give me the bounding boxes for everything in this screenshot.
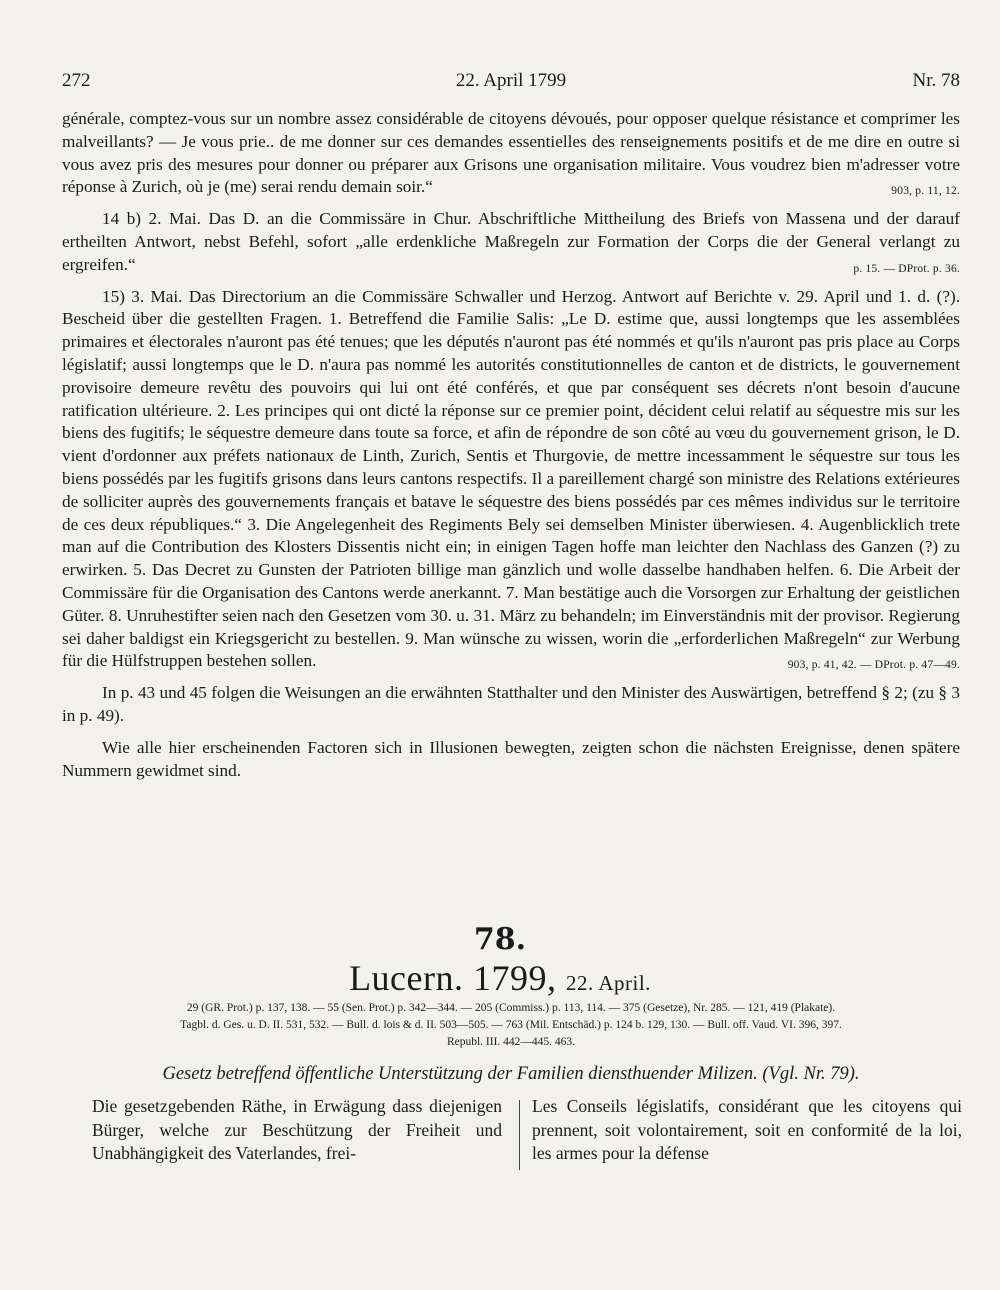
source-reference: p. 15. — DProt. p. 36. — [853, 262, 960, 275]
paragraph-text: 14 b) 2. Mai. Das D. an die Commissäre in Chur. Abschriftliche Mittheilung des Briefs von Massena und der darauf ertheilten Antwort, nebst Befehl, sofort „alle erdenkliche Maßregeln zur Formation der Corps die der General verlangt zu ergreifen.“ — [62, 209, 960, 274]
body-text — [62, 108, 960, 791]
section-subtitle: Gesetz betreffend öffentliche Unterstützung der Familien diensthuender Milizen. (Vgl. Nr. 79). — [162, 1064, 860, 1084]
section-place-year: Lucern. 1799, — [349, 958, 557, 998]
german-column: Die gesetzgebenden Räthe, in Erwägung dass diejenigen Bürger, welche zur Beschützung der Freiheit und Unabhängigkeit des Vaterlandes, frei- — [92, 1096, 502, 1163]
section-title — [0, 958, 1000, 1003]
references-line: Tagbl. d. Ges. u. D. II. 531, 532. — Bull. d. lois & d. II. 503—505. — 763 (Mil. Entschäd.) p. 124 b. 129, 130. — Bull. off. Vaud. VI. 396, 397. — [180, 1019, 842, 1031]
source-reference: 903, p. 41, 42. — DProt. p. 47—49. — [787, 659, 960, 672]
paragraph-2 — [62, 208, 960, 276]
references-line: Republ. III. 442—445. 463. — [446, 1036, 576, 1048]
header-date: 22. April 1799 — [455, 70, 567, 91]
paragraph-text: 15) 3. Mai. Das Directorium an die Commissäre Schwaller und Herzog. Antwort auf Berichte v. 29. April und 1. d. (?). Bescheid über die gestellten Fragen. 1. Betreffend die Familie Salis: „Le D. estime que, aussi longtemps que les assemblées primaires et électorales n'auront pas été tenues; que les députés n'auront pas été nommés et qu'ils n'auront pas pris place au Corps législatif; aussi longtemps que le D. n'aura pas nommé les autorités constitutionnelles de canton et de districts, le gouvernement provisoire demeure revêtu des pouvoirs qui lui ont été conférés, et que par conséquent ses décrets n'ont besoin d'aucune ratification ultérieure. 2. Les principes qui ont dicté la réponse sur ce premier point, décident celui relatif au séquestre mis sur les biens des fugitifs; le séquestre demeure dans toute sa force, et afin de répondre de son côté au vœu du gouvernement grison, le D. vient d'ordonner aux préfets nationaux de Linth, Zurich, Sentis et Thurgovie, de mettre incessamment le séquestre sur tous les biens possédés par les fugitifs grisons dans leurs cantons respectifs. Il a pareillement chargé son ministre des Relations extérieures de solliciter auprès des gouvernements français et batave le séquestre des biens possédés par ces mêmes individus sur le territoire de ces deux républiques.“ 3. Die Angelegenheit des Regiments Bely sei demselben Minister überwiesen. 4. Augenblicklich trete man auf die Contribution des Klosters Dissentis nicht ein; in einigen Tagen hoffe man leichter den Nachlass des Ganzen (?) zu erwirken. 5. Das Decret zu Gunsten der Patrioten billige man gänzlich und wolle dasselbe handhaben helfen. 6. Die Arbeit der Commissäre für die Organisation des Cantons werde anerkannt. 7. Man bestätige auch die Vorsorgen zur Erhaltung der geistlichen Güter. 8. Unruhestifter seien nach den Gesetzen vom 30. u. 31. März zu behandeln; im Einverständnis mit der provisor. Regierung sei daher baldigst ein Kriegsgericht zu bestellen. 9. Man wünsche zu wissen, worin die „erforderlichen Maßregeln“ zur Werbung für die Hülfstruppen bestehen sollen. — [62, 286, 960, 671]
source-references — [62, 1000, 960, 1051]
paragraph-5 — [62, 737, 960, 783]
page-number: 272 — [62, 70, 91, 91]
running-header — [62, 70, 960, 98]
header-number: Nr. 78 — [912, 70, 960, 91]
paragraph-1 — [62, 108, 960, 199]
source-reference: 903, p. 11, 12. — [891, 185, 960, 198]
paragraph-text: générale, comptez-vous sur un nombre assez considérable de citoyens dévoués, pour opposer quelque résistance et comprimer les malveillants? — Je vous prie.. de me donner sur ces demandes essentielles des renseignements positifs et de me dire en outre si vous avez pris des mesures pour donner ou préparer aux Grisons une organisation militaire. Vous voudrez bien m'adresser votre réponse à Zurich, où je (me) serai rendu demain soir.“ — [62, 109, 960, 197]
column-divider — [519, 1100, 520, 1170]
references-line: 29 (GR. Prot.) p. 137, 138. — 55 (Sen. Prot.) p. 342—344. — 205 (Commiss.) p. 113, 114. — 375 (Gesetze), Nr. 285. — 121, 419 (Plakate). — [186, 1002, 836, 1014]
section-date: 22. April. — [566, 971, 651, 995]
french-column: Les Conseils législatifs, considérant que les citoyens qui prennent, soit volontairement, soit en conformité de la loi, les armes pour la défense — [532, 1096, 962, 1163]
paragraph-text: Wie alle hier erscheinenden Factoren sich in Illusionen bewegten, zeigten schon die nächsten Ereignisse, denen spätere Nummern gewidmet sind. — [62, 737, 960, 780]
paragraph-text: In p. 43 und 45 folgen die Weisungen an die erwähnten Statthalter und den Minister des Auswärtigen, betreffend § 2; (zu § 3 in p. 49). — [62, 683, 960, 725]
section-number: 78. — [473, 922, 527, 957]
paragraph-3 — [62, 286, 960, 674]
paragraph-4 — [62, 682, 960, 728]
